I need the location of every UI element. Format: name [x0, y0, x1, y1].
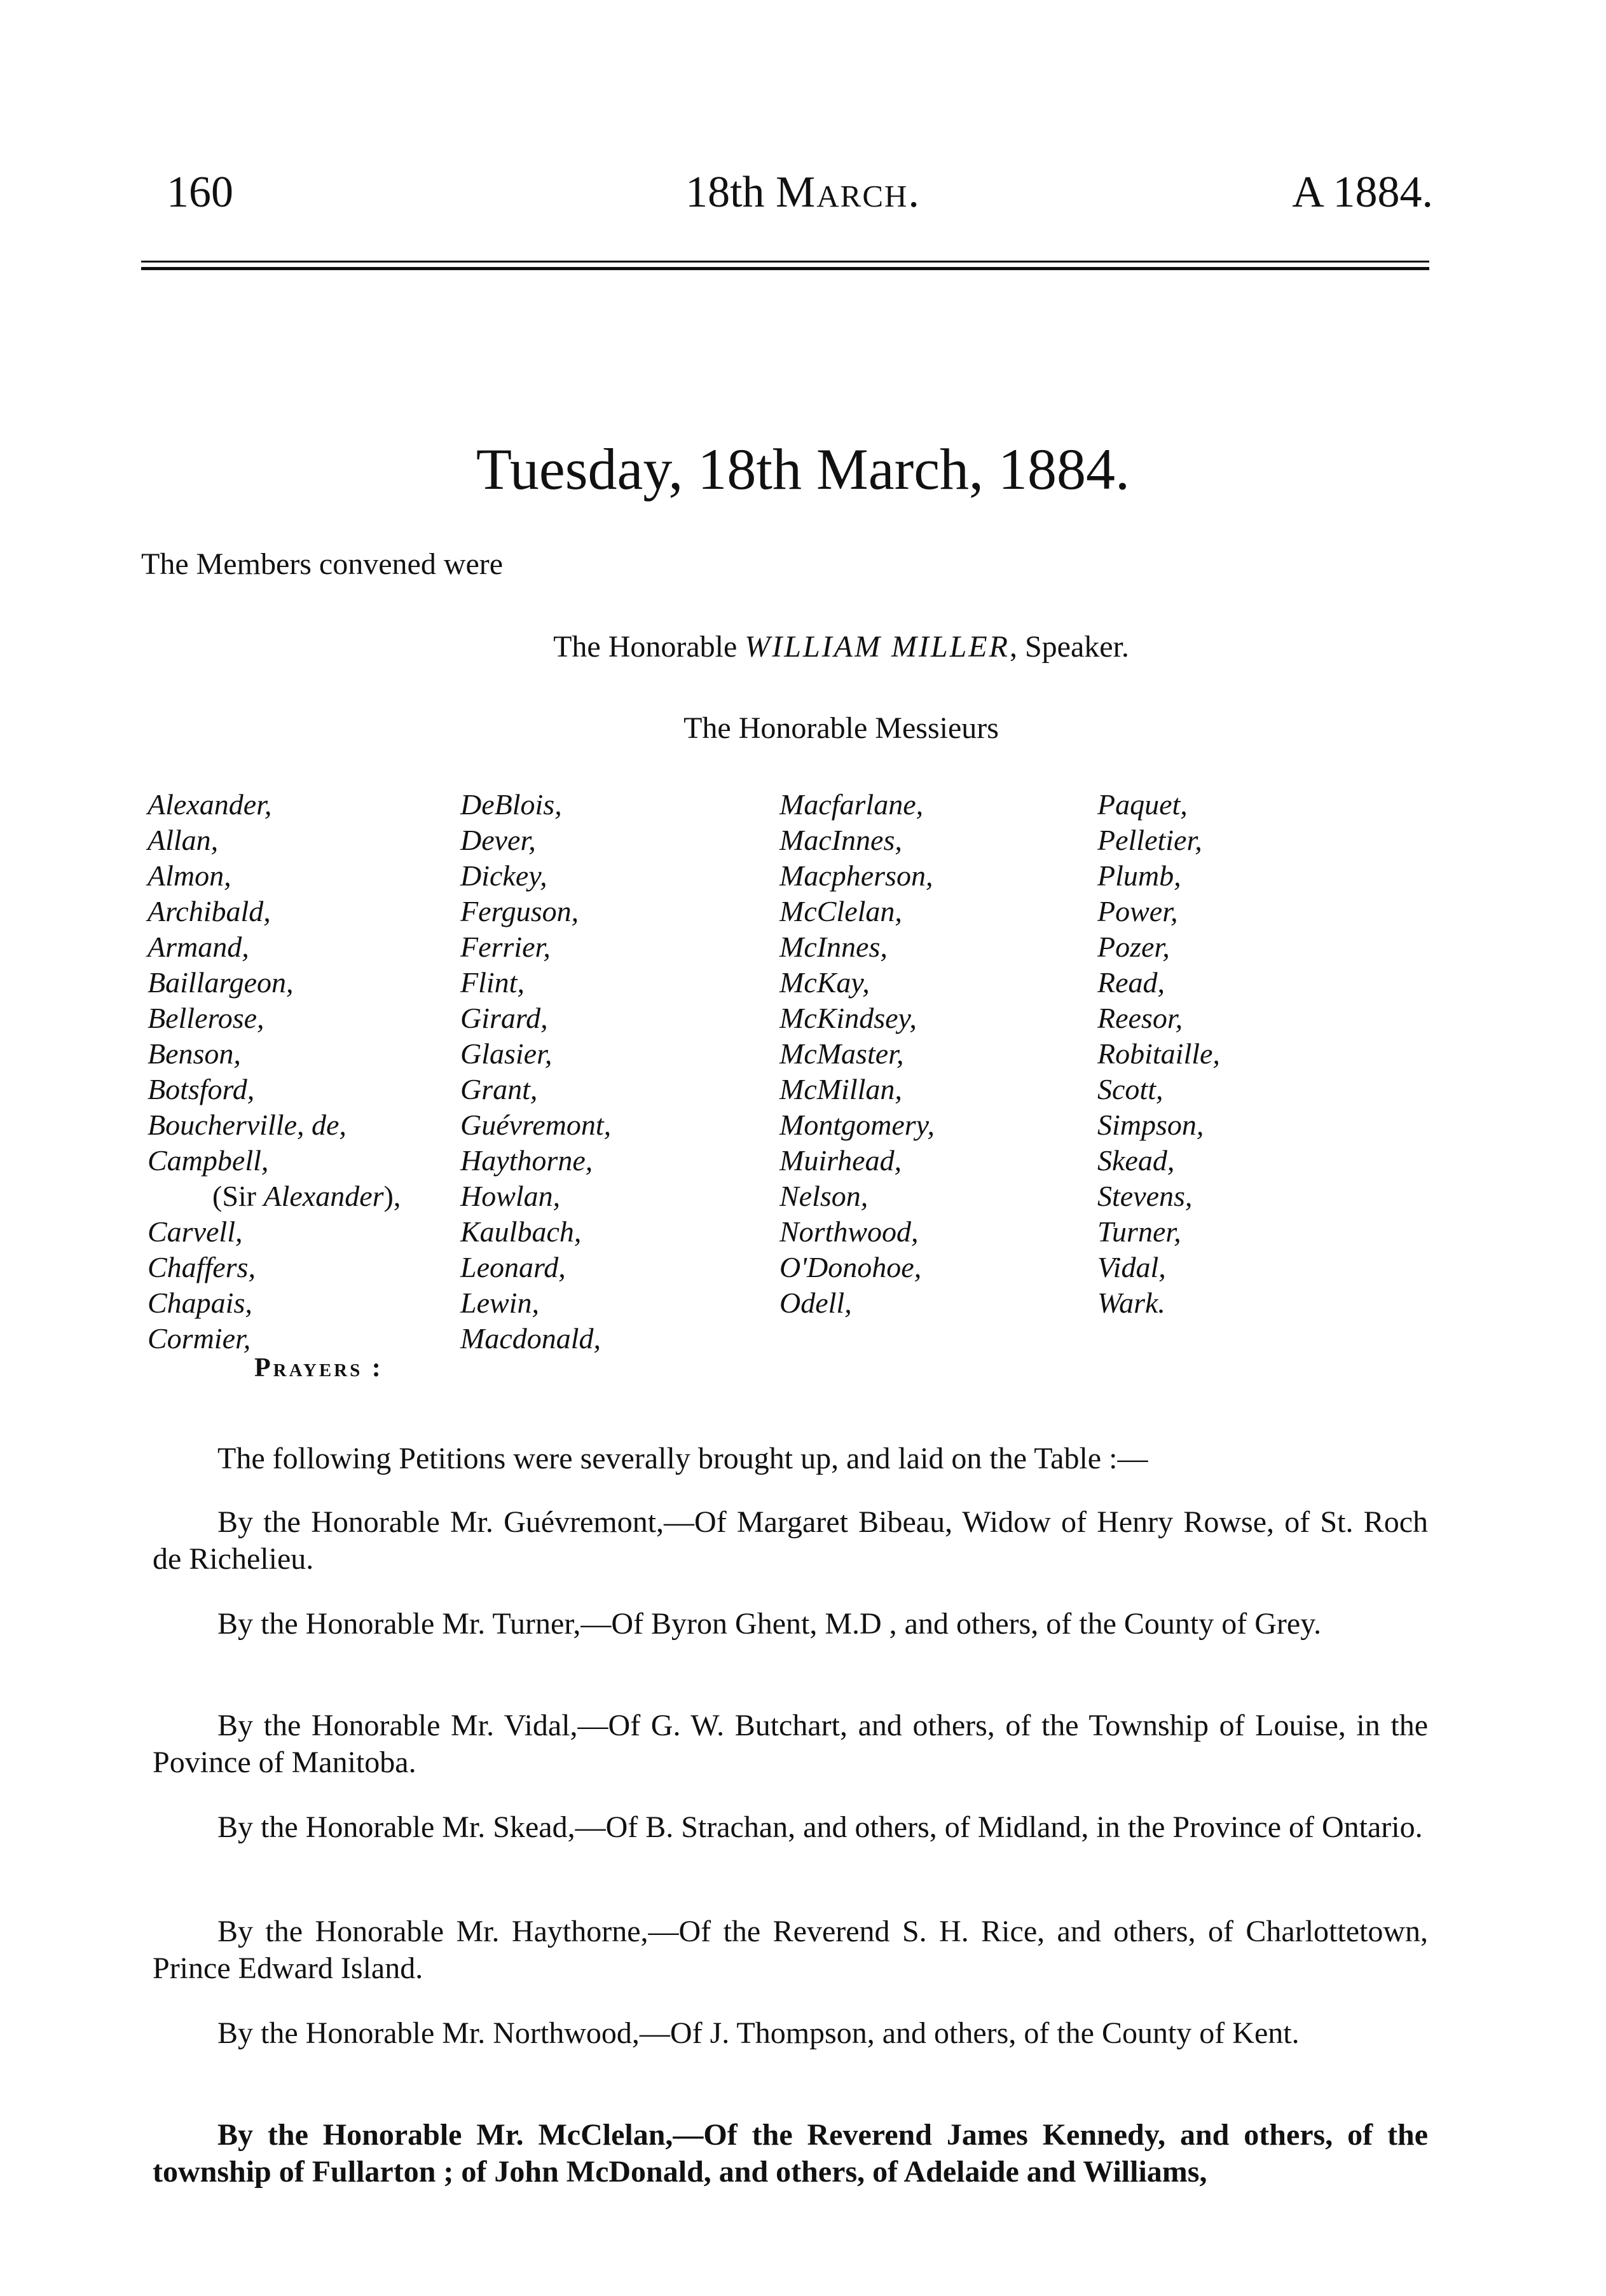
member-name: Campbell,: [148, 1144, 269, 1177]
member-name: Guévremont,: [460, 1109, 612, 1141]
petition-paragraph: [153, 1504, 1428, 1578]
member-name-sir: [148, 1179, 401, 1214]
petition-text: By the Honorable Mr. Northwood,—Of J. Thompson, and others, of the County of Kent.: [217, 2016, 1300, 2050]
member-name: Armand,: [148, 931, 249, 963]
member-name: Turner,: [1097, 1215, 1181, 1248]
member-name: Macpherson,: [779, 859, 933, 892]
header-date-month: March.: [776, 168, 921, 217]
member-name: O'Donohoe,: [779, 1251, 922, 1283]
header-year: A 1884.: [1292, 168, 1433, 217]
page-title: Tuesday, 18th March, 1884.: [476, 437, 1130, 502]
member-name: Benson,: [148, 1037, 241, 1070]
member-name: McKindsey,: [779, 1002, 917, 1034]
petition-paragraph: [153, 1913, 1428, 1987]
member-name: Plumb,: [1097, 859, 1181, 892]
member-name: Lewin,: [460, 1287, 539, 1319]
petition-text: By the Honorable Mr. Haythorne,—Of the Reverend S. H. Rice, and others, of Charlottetown, Prince Edward Island.: [153, 1915, 1428, 1985]
member-name: Paquet,: [1097, 788, 1188, 821]
speaker-line: [0, 629, 1606, 664]
petition-text: By the Honorable Mr. Skead,—Of B. Strachan, and others, of Midland, in the Province of Ontario.: [217, 1810, 1423, 1844]
petition-paragraph: [153, 2015, 1428, 2052]
member-name: Alexander,: [148, 788, 272, 821]
petition-paragraph: [153, 2117, 1428, 2190]
speaker-prefix: The Honorable: [553, 630, 745, 664]
member-name: Power,: [1097, 895, 1178, 927]
petitions-intro: The following Petitions were severally brought up, and laid on the Table :—: [217, 1442, 1148, 1475]
member-name: Carvell,: [148, 1215, 243, 1248]
sir-name: Alexander: [263, 1180, 384, 1212]
member-name: Scott,: [1097, 1073, 1163, 1105]
member-name: Robitaille,: [1097, 1037, 1220, 1070]
member-name: Allan,: [148, 824, 219, 856]
member-name: Chapais,: [148, 1287, 252, 1319]
speaker-suffix: , Speaker.: [1009, 630, 1129, 664]
prayers-heading: Prayers :: [254, 1353, 383, 1383]
petition-text: By the Honorable Mr. McClelan,—Of the Reverend James Kennedy, and others, of the township of Fullarton ; of John McDonald, and others, of Adelaide and Williams,: [153, 2118, 1428, 2189]
member-name: Haythorne,: [460, 1144, 593, 1177]
member-name: McMillan,: [779, 1073, 902, 1105]
members-column-1: [148, 787, 401, 1356]
members-column-2: [460, 787, 611, 1356]
sir-suffix: ),: [383, 1180, 401, 1212]
member-name: Pozer,: [1097, 931, 1170, 963]
member-name: Stevens,: [1097, 1180, 1193, 1212]
member-name: Vidal,: [1097, 1251, 1166, 1283]
member-name: Glasier,: [460, 1037, 552, 1070]
member-name: McClelan,: [779, 895, 902, 927]
member-name: Archibald,: [148, 895, 271, 927]
member-name: Skead,: [1097, 1144, 1175, 1177]
member-name: Pelletier,: [1097, 824, 1202, 856]
petition-text: By the Honorable Mr. Guévremont,—Of Margaret Bibeau, Widow of Henry Rowse, of St. Roch de Richelieu.: [153, 1505, 1428, 1576]
member-name: Grant,: [460, 1073, 538, 1105]
page-number: 160: [167, 168, 233, 217]
member-name: Odell,: [779, 1287, 852, 1319]
petition-paragraph: [153, 1707, 1428, 1781]
sir-prefix: (Sir: [212, 1180, 264, 1212]
members-column-4: [1097, 787, 1220, 1321]
member-name: Howlan,: [460, 1180, 561, 1212]
member-name: Almon,: [148, 859, 231, 892]
member-name: Flint,: [460, 966, 525, 999]
member-name: Reesor,: [1097, 1002, 1183, 1034]
members-column-3: [779, 787, 935, 1321]
header-rule-thick: [141, 267, 1429, 270]
petition-paragraph: [153, 1809, 1428, 1846]
member-name: Macfarlane,: [779, 788, 924, 821]
petition-paragraph: [153, 1606, 1428, 1643]
member-name: Kaulbach,: [460, 1215, 582, 1248]
member-name: Cormier,: [148, 1322, 251, 1355]
messieurs-heading: The Honorable Messieurs: [683, 711, 999, 745]
petition-text: By the Honorable Mr. Turner,—Of Byron Ghent, M.D , and others, of the County of Grey.: [217, 1607, 1322, 1641]
member-name: Ferrier,: [460, 931, 551, 963]
member-name: Boucherville, de,: [148, 1109, 347, 1141]
petition-text: By the Honorable Mr. Vidal,—Of G. W. Butchart, and others, of the Township of Louise, in the Povince of Manitoba.: [153, 1709, 1428, 1779]
member-name: Macdonald,: [460, 1322, 601, 1355]
member-name: Northwood,: [779, 1215, 919, 1248]
member-name: Read,: [1097, 966, 1165, 999]
member-name: McInnes,: [779, 931, 888, 963]
member-name: Muirhead,: [779, 1144, 902, 1177]
member-name: McMaster,: [779, 1037, 904, 1070]
member-name: Dever,: [460, 824, 536, 856]
header-date-prefix: 18th: [685, 168, 776, 217]
member-name: Wark.: [1097, 1287, 1165, 1319]
speaker-name: WILLIAM MILLER: [745, 630, 1010, 664]
member-name: McKay,: [779, 966, 870, 999]
member-name: Leonard,: [460, 1251, 566, 1283]
member-name: Girard,: [460, 1002, 548, 1034]
convened-text: The Members convened were: [141, 547, 504, 581]
member-name: Nelson,: [779, 1180, 868, 1212]
member-name: Botsford,: [148, 1073, 255, 1105]
member-name: DeBlois,: [460, 788, 562, 821]
member-name: Bellerose,: [148, 1002, 264, 1034]
member-name: Chaffers,: [148, 1251, 256, 1283]
member-name: Dickey,: [460, 859, 547, 892]
header-rule-thin: [141, 261, 1429, 263]
member-name: MacInnes,: [779, 824, 902, 856]
member-name: Baillargeon,: [148, 966, 294, 999]
member-name: Montgomery,: [779, 1109, 935, 1141]
member-name: Simpson,: [1097, 1109, 1204, 1141]
member-name: Ferguson,: [460, 895, 579, 927]
